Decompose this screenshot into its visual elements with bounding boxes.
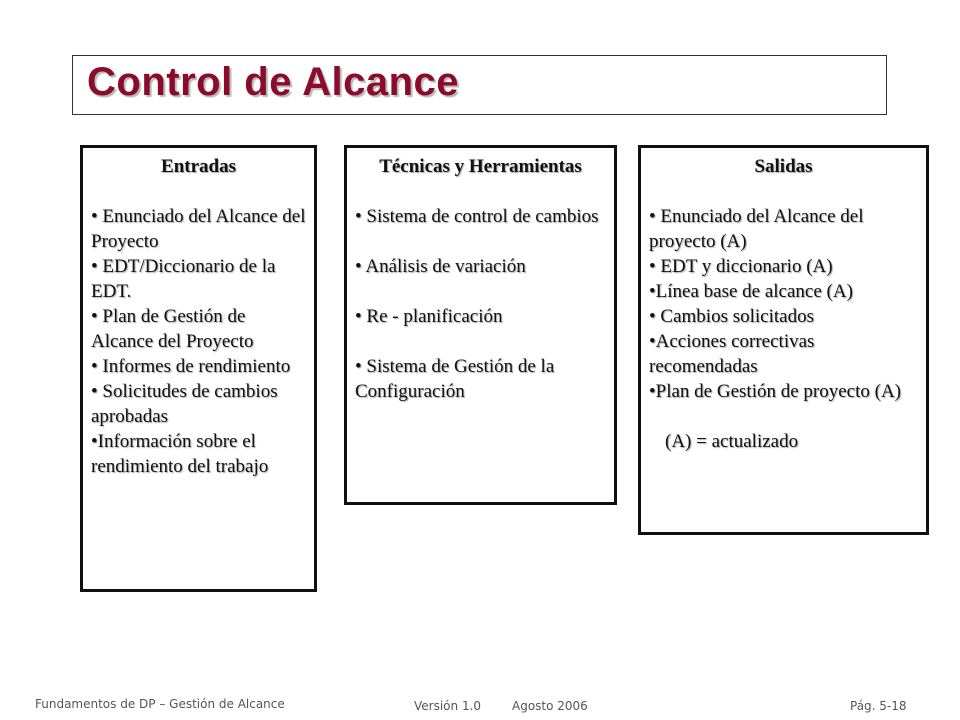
list-item: •Línea base de alcance (A) [649,281,853,302]
inputs-list [91,204,306,479]
list-item: • Cambios solicitados [649,306,814,327]
inputs-heading: Entradas [161,156,236,177]
list-item: • Análisis de variación [355,256,526,277]
list-item: • Solicitudes de cambios aprobadas [91,381,278,427]
outputs-box [638,145,929,535]
title-box [72,55,887,115]
list-item: •Acciones correctivas recomendadas [649,331,815,377]
inputs-box [80,145,317,592]
list-item: • Sistema de Gestión de la Configuración [355,356,555,402]
page-number: Pág. 5-18 [850,699,907,713]
outputs-list [649,204,918,404]
outputs-note: (A) = actualizado [665,431,799,452]
tools-list [355,204,606,404]
list-item: • EDT y diccionario (A) [649,256,833,277]
list-item: • Plan de Gestión de Alcance del Proyecto [91,306,254,352]
footer-left: Fundamentos de DP – Gestión de Alcance [35,697,285,711]
footer-version: Versión 1.0 [414,699,482,713]
list-item: • Sistema de control de cambios [355,206,599,227]
list-item: •Información sobre el rendimiento del trabajo [91,431,269,477]
slide-title: Control de Alcance [87,60,460,104]
list-item: • Re - planificación [355,306,503,327]
list-item: • Enunciado del Alcance del proyecto (A) [649,206,864,252]
tools-box [344,145,617,505]
list-item: •Plan de Gestión de proyecto (A) [649,381,902,402]
list-item: • Enunciado del Alcance del Proyecto [91,206,306,252]
list-item: • Informes de rendimiento [91,356,291,377]
footer-date: Agosto 2006 [512,699,588,713]
outputs-heading: Salidas [754,156,813,177]
tools-heading: Técnicas y Herramientas [379,156,582,177]
list-item: • EDT/Diccionario de la EDT. [91,256,276,302]
